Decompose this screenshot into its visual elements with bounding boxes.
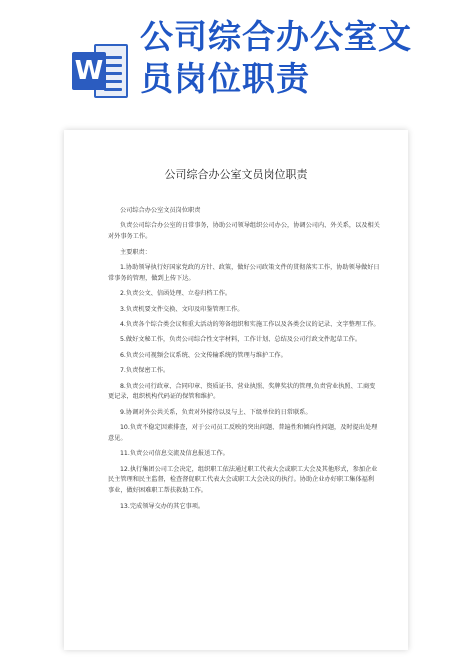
document-intro: 负责公司综合办公室的日常事务，协助公司领导组织公司办公，协调公司内、外关系，以及相关对外事务工作。 bbox=[108, 222, 380, 241]
banner-title-line-1: 公司综合办公室文 bbox=[140, 17, 412, 56]
banner-title bbox=[140, 16, 460, 100]
duty-item: 12.执行集团公司工会决定，组织职工依法通过职工代表大会或职工大会及其他形式，参加企业民主管理和民主监督，检查督促职工代表大会或职工大会决议的执行。协助企业办好职工集体福利事业，做好困难职工帮扶救助工作。 bbox=[108, 465, 378, 495]
word-logo-badge: W bbox=[72, 52, 106, 90]
duty-item: 5.做好文秘工作，负责公司综合性文字材料，工作计划、总结及公司行政文件起草工作。 bbox=[120, 336, 362, 344]
duties-heading: 主要职责： bbox=[120, 248, 151, 256]
page-line bbox=[104, 64, 122, 67]
page-line bbox=[104, 72, 122, 75]
duty-item: 6.负责公司视频会议系统、公文传输系统的管理与维护工作。 bbox=[120, 351, 287, 359]
document-page bbox=[64, 130, 408, 650]
duty-item: 7.负责保密工作。 bbox=[120, 367, 170, 375]
duty-item: 3.负责机要文件交换、文印及印鉴管理工作。 bbox=[120, 305, 244, 313]
page-line bbox=[104, 88, 122, 91]
document-body bbox=[108, 206, 380, 517]
duty-item: 2.负责公文、信函处理、立卷归档工作。 bbox=[120, 290, 232, 298]
word-document-icon bbox=[72, 40, 130, 102]
document-title: 公司综合办公室文员岗位职责 bbox=[164, 168, 308, 181]
duty-item: 10.负责不稳定因素排查，对于公司员工反映的突出问题、普遍性和倾向性问题，及时提出处理意见。 bbox=[108, 424, 378, 442]
banner-title-line-2: 员岗位职责 bbox=[140, 59, 310, 98]
header-banner bbox=[0, 0, 474, 118]
page-line bbox=[104, 56, 122, 59]
duty-item: 13.完成领导交办的其它事项。 bbox=[120, 502, 205, 510]
duty-item: 11.负责公司信息交流及信息报送工作。 bbox=[120, 450, 229, 458]
page-line bbox=[104, 80, 122, 83]
document-heading: 公司综合办公室文员岗位职责 bbox=[120, 207, 201, 214]
duty-item: 9.协调对外公共关系，负责对外接待以及与上、下级单位的日常联系。 bbox=[120, 408, 312, 416]
duty-item: 1.协助领导执行好国家党政的方针、政策，做好公司政策文件的贯彻落实工作，协助领导做好日常事务的管理，做到上传下达。 bbox=[108, 263, 380, 282]
duty-item: 4.负责各个综合类会议和重大活动的筹备组织和实施工作以及各类会议的记录、文字整理工作。 bbox=[120, 320, 380, 328]
duty-item: 8.负责公司行政章、合同印章、资质证书、营业执照、奖牌奖状的管理,负责营业执照、工商变更记录，组织机构代码证的保管和维护。 bbox=[108, 382, 376, 401]
